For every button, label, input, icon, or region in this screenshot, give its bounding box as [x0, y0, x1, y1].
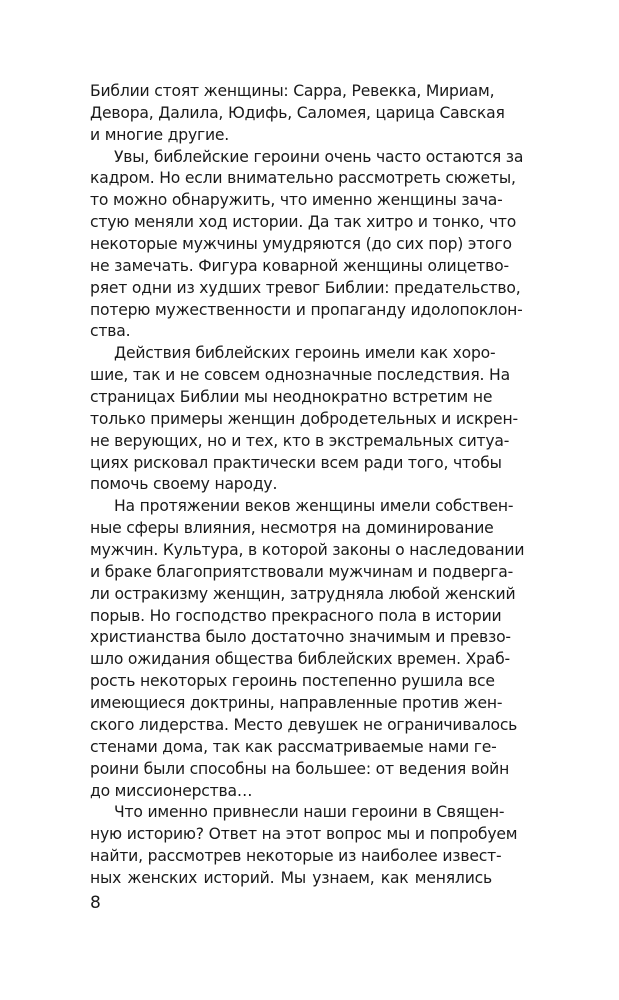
- book-page-text: [90, 81, 525, 890]
- text-line: и многие другие.: [90, 125, 230, 144]
- text-line: ства.: [90, 322, 131, 341]
- text-line: Что именно привнесли наши героини в Священ-: [114, 803, 505, 822]
- text-line: страницах Библии мы неоднократно встретим не: [90, 388, 493, 407]
- text-line: порыв. Но господство прекрасного пола в истории: [90, 606, 502, 625]
- paragraph: [90, 496, 525, 802]
- text-line: то можно обнаружить, что именно женщины зача-: [90, 191, 503, 210]
- text-line: рость некоторых героинь постепенно рушила все: [90, 672, 495, 691]
- text-line: Библии стоят женщины: Сарра, Ревекка, Мириам,: [90, 82, 495, 100]
- text-line: помочь своему народу.: [90, 475, 278, 494]
- text-line: стую меняли ход истории. Да так хитро и тонко, что: [90, 213, 517, 232]
- text-line: некоторые мужчины умудряются (до сих пор) этого: [90, 235, 512, 254]
- text-line: кадром. Но если внимательно рассмотреть сюжеты,: [90, 169, 516, 188]
- text-line: христианства было достаточно значимым и превзо-: [90, 628, 511, 647]
- text-line: ных женских историй. Мы узнаем, как менялись: [90, 868, 492, 887]
- paragraph: [90, 147, 524, 344]
- text-line: Действия библейских героинь имели как хоро-: [114, 344, 496, 363]
- text-line: мужчин. Культура, в которой законы о наследовании: [90, 541, 525, 560]
- text-line: ную историю? Ответ на этот вопрос мы и попробуем: [90, 825, 518, 844]
- page-number: 8: [90, 893, 101, 913]
- text-line: шло ожидания общества библейских времен. Храб-: [90, 650, 510, 669]
- text-line: только примеры женщин добродетельных и искрен-: [90, 409, 518, 428]
- text-line: не замечать. Фигура коварной женщины олицетво-: [90, 256, 509, 275]
- text-line: роини были способны на большее: от ведения войн: [90, 759, 510, 778]
- text-line: найти, рассмотрев некоторые из наиболее извест-: [90, 847, 502, 866]
- text-line: и браке благоприятствовали мужчинам и подверга-: [90, 562, 514, 581]
- text-line: ского лидерства. Место девушек не ограничивалось: [90, 715, 518, 734]
- text-line: ные сферы влияния, несмотря на доминирование: [90, 519, 494, 538]
- paragraph: [90, 81, 505, 147]
- paragraph: [90, 343, 518, 496]
- text-line: ряет одни из худших тревог Библии: предательство,: [90, 278, 521, 297]
- text-line: не верующих, но и тех, кто в экстремальных ситуа-: [90, 431, 510, 450]
- text-line: потерю мужественности и пропаганду идолопоклон-: [90, 300, 523, 319]
- text-line: стенами дома, так как рассматриваемые нами ге-: [90, 737, 497, 756]
- text-line: шие, так и не совсем однозначные последствия. На: [90, 366, 510, 385]
- text-line: циях рисковал практически всем ради того, чтобы: [90, 453, 502, 472]
- text-line: Увы, библейские героини очень часто остаются за: [114, 147, 524, 166]
- text-line: На протяжении веков женщины имели собствен-: [114, 497, 514, 516]
- paragraph: [90, 802, 518, 889]
- text-line: до миссионерства…: [90, 781, 253, 800]
- text-line: ли остракизму женщин, затрудняла любой женский: [90, 584, 516, 603]
- text-line: имеющиеся доктрины, направленные против жен-: [90, 694, 503, 713]
- text-line: Девора, Далила, Юдифь, Саломея, царица Савская: [90, 103, 505, 122]
